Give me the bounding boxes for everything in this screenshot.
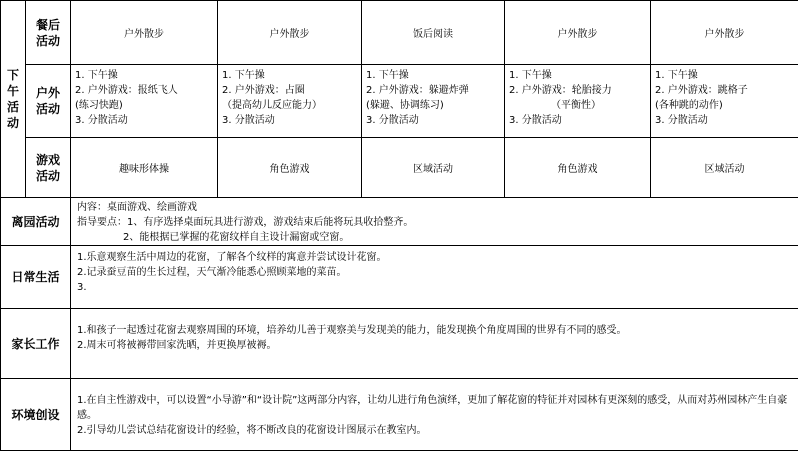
outdoor-day-5 xyxy=(651,65,798,138)
outdoor-day-2-line-3: （提高幼儿反应能力） xyxy=(222,100,322,111)
departure-line-2: 指导要点：1、有序选择桌面玩具进行游戏，游戏结束后能将玩具收拾整齐。 xyxy=(77,217,414,228)
environment-label: 环境创设 xyxy=(1,379,71,451)
outdoor-day-5-line-4: 3. 分散活动 xyxy=(655,115,708,126)
outdoor-day-1-line-2: 2. 户外游戏：报纸飞人 xyxy=(75,85,178,96)
environment-content xyxy=(71,379,798,451)
outdoor-day-1 xyxy=(71,65,218,138)
outdoor-day-1-line-1: 1. 下午操 xyxy=(75,70,118,81)
daily-life-label: 日常生活 xyxy=(1,246,71,309)
outdoor-label: 户外活动 xyxy=(26,65,71,138)
parent-work-label: 家长工作 xyxy=(1,309,71,379)
games-day-2: 角色游戏 xyxy=(218,138,362,198)
after-meal-day-4: 户外散步 xyxy=(505,1,651,65)
environment-line-1: 1.在自主性游戏中，可以设置“小导游”和“设计院”这两部分内容，让幼儿进行角色演绎，更加了解花窗的特征并对园林有更深刻的感受，从而对苏州园林产生自豪感。 xyxy=(77,395,788,421)
row-outdoor xyxy=(1,65,798,138)
outdoor-day-4-line-2: 2. 户外游戏：轮胎接力 xyxy=(509,85,612,96)
after-meal-day-1: 户外散步 xyxy=(71,1,218,65)
parent-work-line-1: 1.和孩子一起透过花窗去观察周围的环境，培养幼儿善于观察美与发现美的能力，能发现换个角度周围的世界有不同的感受。 xyxy=(77,325,627,336)
row-after-meal xyxy=(1,1,798,65)
games-day-3: 区域活动 xyxy=(362,138,505,198)
row-parent-work xyxy=(1,309,798,379)
outdoor-day-4-line-1: 1. 下午操 xyxy=(509,70,552,81)
row-games xyxy=(1,138,798,198)
outdoor-day-3-line-1: 1. 下午操 xyxy=(366,70,409,81)
after-meal-day-5: 户外散步 xyxy=(651,1,798,65)
departure-line-1: 内容：桌面游戏、绘画游戏 xyxy=(77,202,197,213)
outdoor-day-2 xyxy=(218,65,362,138)
departure-label: 离园活动 xyxy=(1,198,71,246)
departure-line-3: 2、能根据已掌握的花窗纹样自主设计漏窗或空窗。 xyxy=(123,232,350,243)
daily-life-line-1: 1.乐意观察生活中周边的花窗，了解各个纹样的寓意并尝试设计花窗。 xyxy=(77,252,387,263)
outdoor-day-2-line-4: 3. 分散活动 xyxy=(222,115,275,126)
after-meal-label: 餐后活动 xyxy=(26,1,71,65)
games-day-1: 趣味形体操 xyxy=(71,138,218,198)
row-daily-life xyxy=(1,246,798,309)
after-meal-day-3: 饭后阅读 xyxy=(362,1,505,65)
parent-work-line-2: 2.周末可将被褥带回家洗晒，并更换厚被褥。 xyxy=(77,340,277,351)
outdoor-day-3-line-2: 2. 户外游戏：躲避炸弹 xyxy=(366,85,469,96)
outdoor-day-4-line-3: （平衡性） xyxy=(551,100,601,111)
row-environment xyxy=(1,379,798,451)
games-day-5: 区域活动 xyxy=(651,138,798,198)
departure-content xyxy=(71,198,798,246)
games-day-4: 角色游戏 xyxy=(505,138,651,198)
parent-work-content xyxy=(71,309,798,379)
outdoor-day-3-line-4: 3. 分散活动 xyxy=(366,115,419,126)
afternoon-label: 下午活动 xyxy=(1,1,26,198)
outdoor-day-5-line-1: 1. 下午操 xyxy=(655,70,698,81)
outdoor-day-5-line-2: 2. 户外游戏：跳格子 xyxy=(655,85,748,96)
row-departure xyxy=(1,198,798,246)
outdoor-day-4-line-4: 3. 分散活动 xyxy=(509,115,562,126)
daily-life-content xyxy=(71,246,798,309)
daily-life-line-3: 3. xyxy=(77,282,87,293)
outdoor-day-5-line-3: (各种跳的动作) xyxy=(655,100,723,111)
games-label: 游戏活动 xyxy=(26,138,71,198)
outdoor-day-1-line-3: (练习快跑) xyxy=(75,100,123,111)
outdoor-day-3 xyxy=(362,65,505,138)
daily-life-line-2: 2.记录蚕豆苗的生长过程，天气渐冷能悉心照顾菜地的菜苗。 xyxy=(77,267,347,278)
outdoor-day-3-line-3: (躲避、协调练习) xyxy=(366,100,444,111)
outdoor-day-1-line-4: 3. 分散活动 xyxy=(75,115,128,126)
outdoor-day-2-line-1: 1. 下午操 xyxy=(222,70,265,81)
outdoor-day-2-line-2: 2. 户外游戏：占圈 xyxy=(222,85,305,96)
after-meal-day-2: 户外散步 xyxy=(218,1,362,65)
environment-line-2: 2.引导幼儿尝试总结花窗设计的经验，将不断改良的花窗设计图展示在教室内。 xyxy=(77,425,427,436)
outdoor-day-4 xyxy=(505,65,651,138)
